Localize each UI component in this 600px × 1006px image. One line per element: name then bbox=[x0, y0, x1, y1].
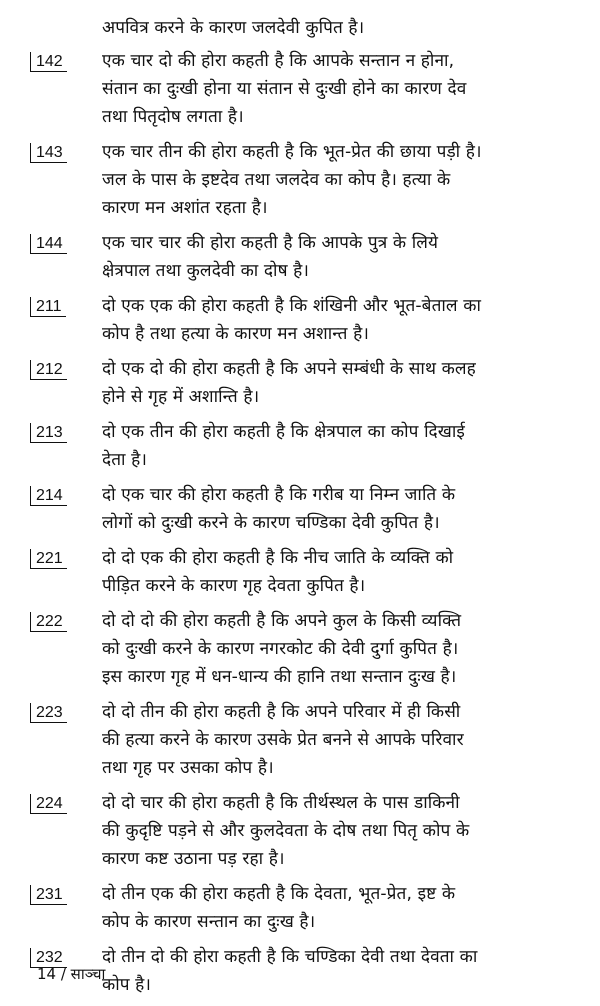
horoscope-entry bbox=[36, 229, 574, 285]
entry-text-line: देता है। bbox=[102, 450, 147, 470]
entry-code-label: 144 bbox=[30, 234, 67, 254]
horoscope-entry bbox=[36, 355, 574, 411]
entry-code-label: 232 bbox=[30, 948, 67, 968]
entry-text-line: तथा गृह पर उसका कोप है। bbox=[102, 758, 274, 778]
entry-code-label: 222 bbox=[30, 612, 67, 632]
horoscope-entry bbox=[36, 481, 574, 537]
entry-code-label: 223 bbox=[30, 703, 67, 723]
page-footer: 14 / साञ्चा bbox=[37, 965, 106, 983]
entry-text-line: अपवित्र करने के कारण जलदेवी कुपित है। bbox=[102, 18, 365, 38]
entry-code-label: 224 bbox=[30, 794, 67, 814]
entry-text-line: दो एक एक की होरा कहती है कि शंखिनी और भूत-बेताल का bbox=[102, 296, 482, 316]
entry-text-line: दो एक तीन की होरा कहती है कि क्षेत्रपाल का कोप दिखाई bbox=[102, 422, 465, 442]
entry-text-line: दो तीन दो की होरा कहती है कि चण्डिका देवी तथा देवता का bbox=[102, 947, 478, 967]
horoscope-entry bbox=[36, 607, 574, 691]
entry-code-label: 211 bbox=[30, 297, 66, 317]
entry-code-label: 213 bbox=[30, 423, 67, 443]
entry-code-label: 221 bbox=[30, 549, 67, 569]
horoscope-entry bbox=[36, 47, 574, 131]
entry-code-label: 231 bbox=[30, 885, 67, 905]
entry-text-line: इस कारण गृह में धन-धान्य की हानि तथा सन्तान दुःख है। bbox=[102, 667, 457, 687]
entry-text-line: लोगों को दुःखी करने के कारण चण्डिका देवी कुपित है। bbox=[102, 513, 440, 533]
horoscope-entry bbox=[102, 14, 574, 42]
entry-text-line: कोप है तथा हत्या के कारण मन अशान्त है। bbox=[102, 324, 369, 344]
entry-code-label: 142 bbox=[30, 52, 67, 72]
horoscope-entry bbox=[36, 418, 574, 474]
entry-text-line: होने से गृह में अशान्ति है। bbox=[102, 387, 260, 407]
entry-code-label: 212 bbox=[30, 360, 67, 380]
entry-text-line: की हत्या करने के कारण उसके प्रेत बनने से आपके परिवार bbox=[102, 730, 464, 750]
entry-text-line: संतान का दुःखी होना या संतान से दुःखी होने का कारण देव bbox=[102, 79, 467, 99]
horoscope-entry bbox=[36, 292, 574, 348]
entry-text-line: दो एक दो की होरा कहती है कि अपने सम्बंधी के साथ कलह bbox=[102, 359, 476, 379]
entry-text-line: कारण मन अशांत रहता है। bbox=[102, 198, 268, 218]
horoscope-entry bbox=[36, 789, 574, 873]
entry-text-line: दो दो तीन की होरा कहती है कि अपने परिवार में ही किसी bbox=[102, 702, 461, 722]
entry-text-line: दो दो दो की होरा कहती है कि अपने कुल के किसी व्यक्ति bbox=[102, 611, 462, 631]
entry-text-line: क्षेत्रपाल तथा कुलदेवी का दोष है। bbox=[102, 261, 310, 281]
entry-text-line: कारण कष्ट उठाना पड़ रहा है। bbox=[102, 849, 285, 869]
entry-text-line: एक चार दो की होरा कहती है कि आपके सन्तान न होना, bbox=[102, 51, 455, 71]
horoscope-entry bbox=[36, 698, 574, 782]
entry-text-line: एक चार चार की होरा कहती है कि आपके पुत्र के लिये bbox=[102, 233, 439, 253]
horoscope-entry bbox=[36, 544, 574, 600]
entry-text-line: पीड़ित करने के कारण गृह देवता कुपित है। bbox=[102, 576, 366, 596]
entry-code-label: 143 bbox=[30, 143, 67, 163]
entry-text-line: दो दो चार की होरा कहती है कि तीर्थस्थल के पास डाकिनी bbox=[102, 793, 460, 813]
entry-text-line: तथा पितृदोष लगता है। bbox=[102, 107, 244, 127]
horoscope-entry bbox=[36, 880, 574, 936]
entry-text-line: एक चार तीन की होरा कहती है कि भूत-प्रेत की छाया पड़ी है। bbox=[102, 142, 482, 162]
horoscope-entry bbox=[36, 138, 574, 222]
entry-text-line: कोप के कारण सन्तान का दुःख है। bbox=[102, 912, 316, 932]
entry-text-line: को दुःखी करने के कारण नगरकोट की देवी दुर्गा कुपित है। bbox=[102, 639, 459, 659]
page-content bbox=[0, 14, 600, 1006]
entry-text-line: दो दो एक की होरा कहती है कि नीच जाति के व्यक्ति को bbox=[102, 548, 454, 568]
entry-text-line: दो तीन एक की होरा कहती है कि देवता, भूत-प्रेत, इष्ट के bbox=[102, 884, 456, 904]
entry-text-line: कोप है। bbox=[102, 975, 152, 995]
entry-text-line: जल के पास के इष्टदेव तथा जलदेव का कोप है। हत्या के bbox=[102, 170, 451, 190]
entry-text-line: दो एक चार की होरा कहती है कि गरीब या निम्न जाति के bbox=[102, 485, 456, 505]
entry-text-line: की कुदृष्टि पड़ने से और कुलदेवता के दोष तथा पितृ कोप के bbox=[102, 821, 470, 841]
entry-code-label: 214 bbox=[30, 486, 67, 506]
